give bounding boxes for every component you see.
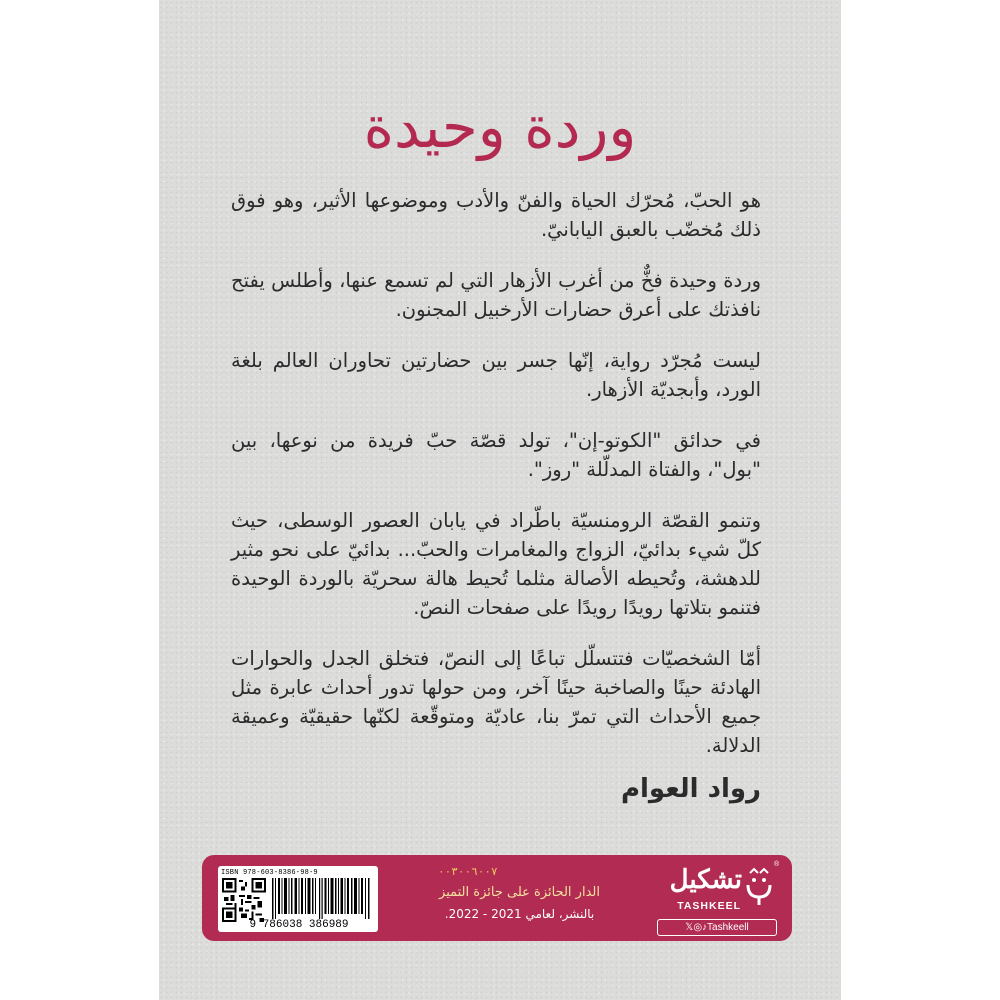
barcode-number: 9 786038 386989	[249, 919, 349, 931]
social-icons: ◎♪	[693, 922, 708, 933]
publisher-logo-icon	[742, 867, 776, 907]
blurb-paragraph: وتنمو القصّة الرومنسيّة باطّراد في يابان العصور الوسطى، حيث كلّ شيء بدائيّ، الزواج والمغامرات والحبّ... بدائيّ على نحو مثير للدهشة، وتُحيطه الأصالة مثلما تُحيط هالة سحريّة بالوردة الوحيدة فتنمو بتلاتها رويدًا رويدًا على صفحات النصّ.	[231, 509, 761, 619]
blurb-paragraph: وردة وحيدة فخٌّ من أغرب الأزهار التي لم تسمع عنها، وأطلس يفتح نافذتك على أعرق حضارات الأرخبيل المجنون.	[231, 269, 761, 321]
back-cover	[159, 0, 841, 1000]
blurb-paragraph: في حدائق "الكوتو-إن"، تولد قصّة حبّ فريدة من نوعها، بين "بول"، والفتاة المدلّلة "روز".	[231, 429, 761, 481]
author-name: رواد العوام	[620, 774, 761, 804]
book-title: وردة وحيدة	[363, 93, 637, 161]
blurb-paragraph: هو الحبّ، مُحرّك الحياة والفنّ والأدب وموضوعها الأثير، وهو فوق ذلك مُخضّب بالعبق اليابانيّ.	[231, 189, 761, 241]
award-dots: ٠٠٣٠٠٦٠٠٧	[438, 865, 498, 878]
blurb-paragraph: أمّا الشخصيّات فتتسلّل تباعًا إلى النصّ، فتخلق الجدل والحوارات الهادئة حينًا والصاخبة حينًا آخر، ومن حولها تدور أحداث عابرة مثل جميع الأحداث التي تمرّ بنا، عاديّة ومتوقّعة لكنّها حقيقيّة وعميقة الدلالة.	[231, 647, 761, 757]
blurb-paragraph: ليست مُجرّد رواية، إنّها جسر بين حضارتين تحاوران العالم بلغة الورد، وأبجديّة الأزهار.	[231, 349, 761, 401]
award-line-2: بالنشر، لعامي 2021 - 2022.	[444, 907, 595, 921]
qr-code-icon	[222, 878, 266, 922]
award-line-1: الدار الحائزة على جائزة التميز	[439, 885, 600, 900]
social-handle-text: Tashkeell	[707, 922, 749, 933]
social-handle	[657, 919, 777, 936]
registered-mark: ®	[774, 861, 780, 868]
isbn-block	[218, 866, 378, 932]
publisher-logo-arabic: تشكيل	[669, 865, 742, 895]
isbn-text: ISBN 978-603-8386-98-9	[221, 869, 318, 877]
blurb	[231, 186, 761, 782]
barcode-icon	[270, 878, 374, 919]
x-icon: 𝕏	[685, 922, 694, 933]
publisher-logo-english: TASHKEEL	[677, 900, 741, 912]
publisher-band	[202, 855, 792, 941]
